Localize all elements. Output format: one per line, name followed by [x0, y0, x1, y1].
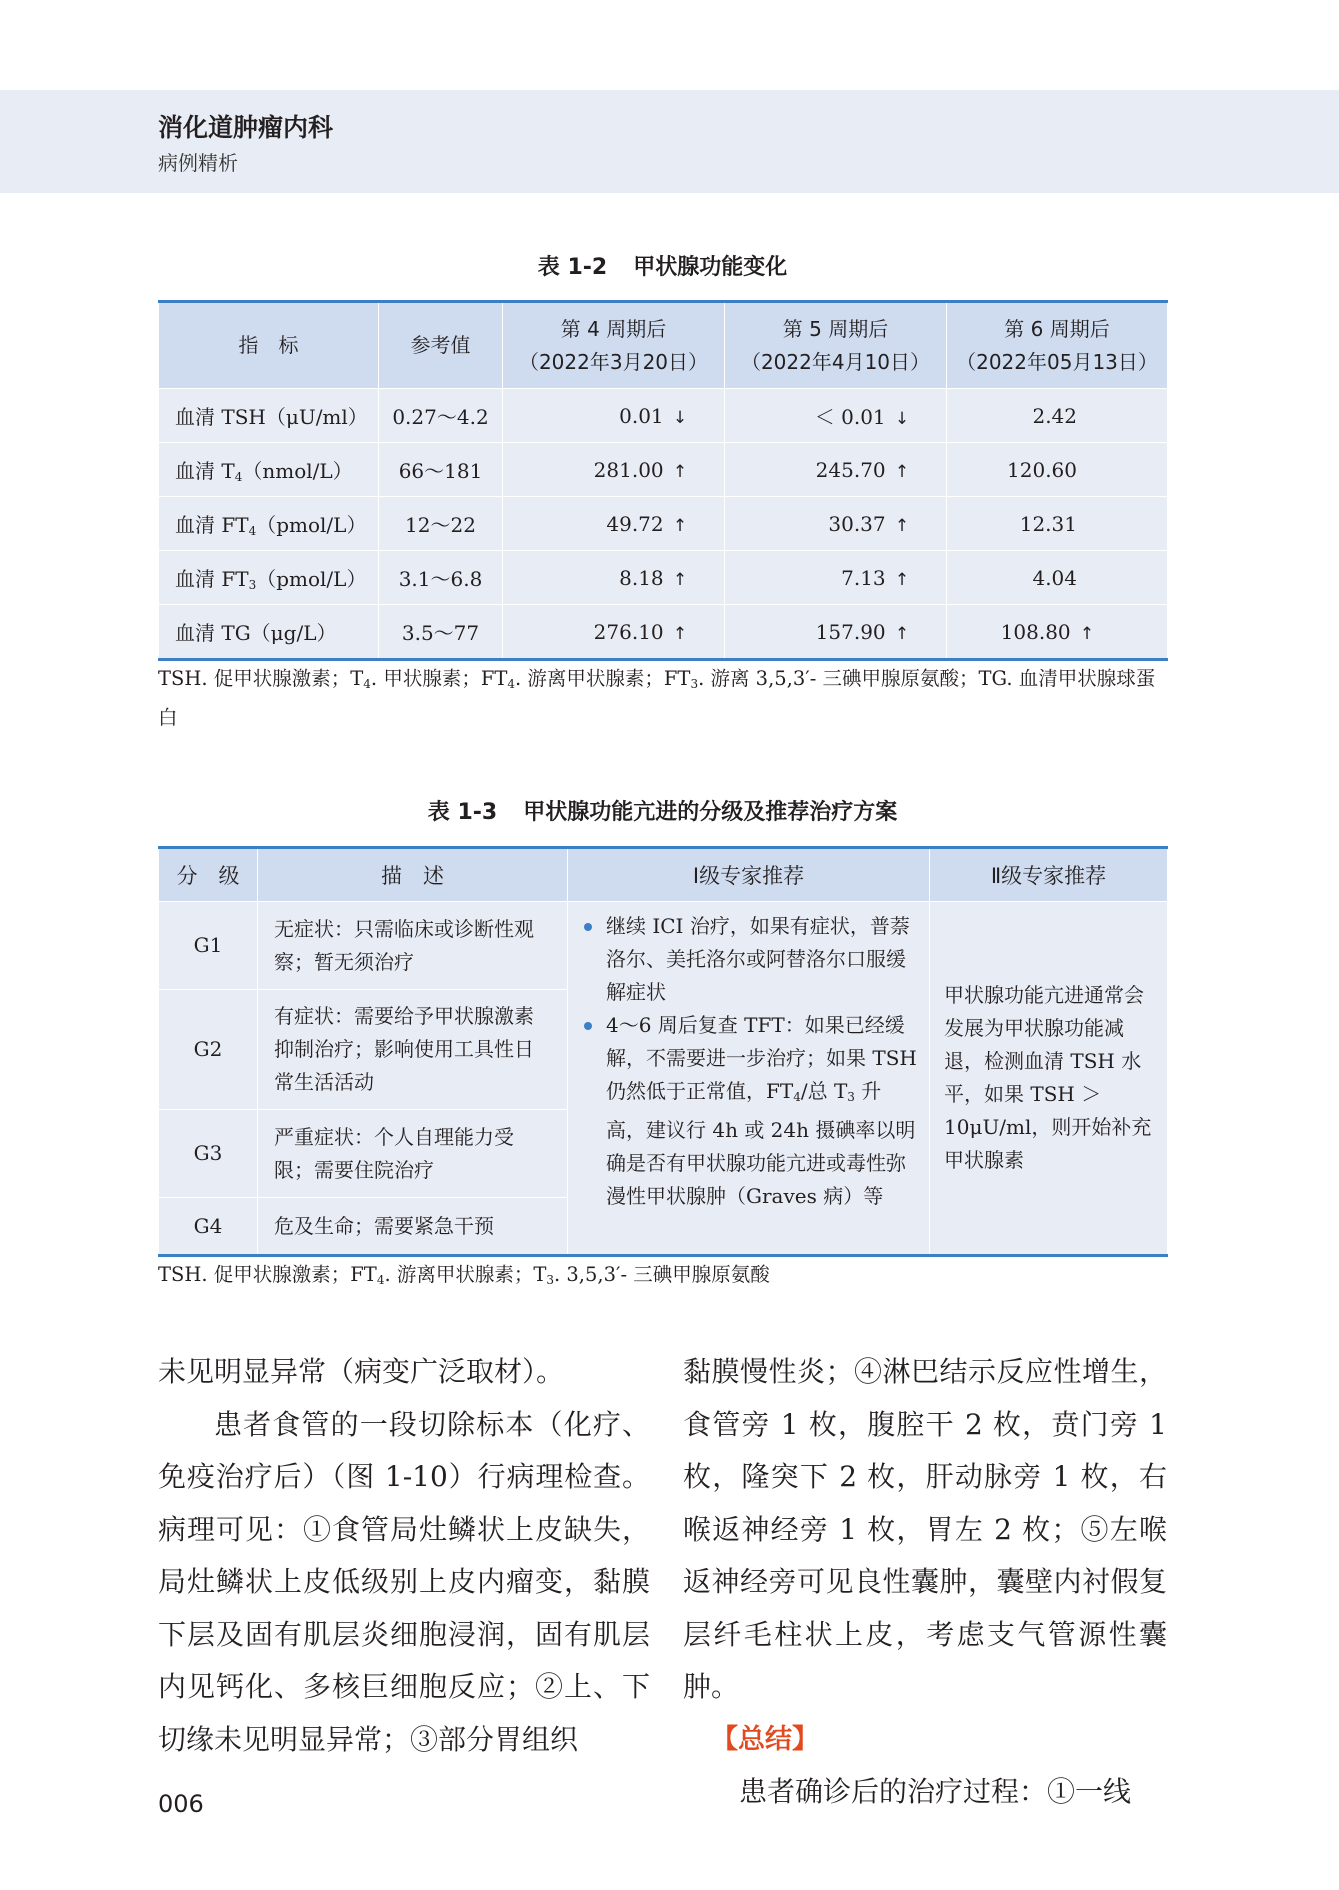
grade-cell: G2: [159, 990, 258, 1110]
arrow-up-icon: ↑: [672, 461, 688, 482]
reference-cell: 3.5～77: [379, 605, 503, 660]
value-cell: 245.70 ↑: [725, 443, 947, 497]
page-number: 006: [158, 1790, 204, 1818]
arrow-up-icon: ↑: [1079, 623, 1095, 644]
arrow-up-icon: ↑: [894, 461, 910, 482]
hyperthyroidism-grading-table: [158, 846, 1168, 1257]
header-indicator: 指 标: [159, 302, 379, 389]
book-subtitle: 病例精析: [158, 151, 238, 175]
header-level-2-recommendation: Ⅱ级专家推荐: [930, 848, 1168, 902]
table-1-2-caption: 表 1-2 甲状腺功能变化: [537, 255, 788, 280]
value-cell: 0.01 ↓: [503, 389, 725, 443]
value-cell: 7.13 ↑: [725, 551, 947, 605]
grade-cell: G1: [159, 902, 258, 990]
arrow-down-icon: ↓: [894, 409, 910, 429]
header-grade: 分 级: [159, 848, 258, 902]
table-row: [159, 551, 1168, 605]
arrow-up-icon: ↑: [672, 569, 688, 590]
header-cycle-4: 第 4 周期后 （2022年3月20日）: [503, 302, 725, 389]
description-cell: 危及生命；需要紧急干预: [258, 1198, 568, 1256]
body-left-column: [158, 1346, 650, 1766]
summary-heading: 【总结】: [711, 1723, 819, 1755]
table-1-2-footnote: TSH. 促甲状腺激素；$T_4$. 甲状腺素；$FT_4$. 游离甲状腺素；$FT_3$. 游离 3,5,3′- 三碘甲腺原氨酸；TG. 血清甲状腺球蛋白: [158, 667, 1156, 729]
level-1-recommendation-cell: [568, 902, 930, 1256]
value-cell: 157.90 ↑: [725, 605, 947, 660]
arrow-up-icon: ↑: [894, 569, 910, 590]
thyroid-function-table: [158, 300, 1168, 661]
value-cell: 276.10 ↑: [503, 605, 725, 660]
body-paragraph: 患者食管的一段切除标本（化疗、免疫治疗后）（图 1-10）行病理检查。病理可见：①食管局灶鳞状上皮缺失，局灶鳞状上皮低级别上皮内瘤变，黏膜下层及固有肌层炎细胞浸润，固有肌层内见钙化、多核巨细胞反应；②上、下切缘未见明显异常；③部分胃组织: [158, 1407, 650, 1756]
value-cell: 8.18 ↑: [503, 551, 725, 605]
description-cell: 无症状：只需临床或诊断性观察；暂无须治疗: [258, 902, 568, 990]
reference-cell: 12～22: [379, 497, 503, 551]
table-header-row: [159, 302, 1168, 389]
table-row: [159, 443, 1168, 497]
grade-cell: G4: [159, 1198, 258, 1256]
arrow-up-icon: ↑: [894, 515, 910, 536]
description-cell: 严重症状：个人自理能力受限；需要住院治疗: [258, 1110, 568, 1198]
body-right-column: [683, 1346, 1167, 1819]
table-row: [159, 902, 1168, 990]
level-2-recommendation-cell: 甲状腺功能亢进通常会发展为甲状腺功能减退，检测血清 TSH 水平，如果 TSH ＞ 10μU/ml，则开始补充甲状腺素: [930, 902, 1168, 1256]
description-cell: 有症状：需要给予甲状腺激素抑制治疗；影响使用工具性日常生活活动: [258, 990, 568, 1110]
indicator-cell: 血清 $FT_3(pmol/L)$: [159, 551, 379, 605]
indicator-cell: 血清 $FT_4(pmol/L)$: [159, 497, 379, 551]
header-level-1-recommendation: Ⅰ级专家推荐: [568, 848, 930, 902]
recommendation-bullet: 4～6 周后复查 TFT：如果已经缓解，不需要进一步治疗；如果 TSH 仍然低于正常值，$FT_4/$总 $T_3$ 升高，建议行 4h 或 24h 摄碘率以明确是否有甲状腺功能亢进或毒性弥漫性甲状腺肿（Graves 病）等: [584, 1009, 917, 1213]
body-paragraph: 黏膜慢性炎；④淋巴结示反应性增生，食管旁 1 枚，腹腔干 2 枚，贲门旁 1 枚，隆突下 2 枚，肝动脉旁 1 枚，右喉返神经旁 1 枚，胃左 2 枚；⑤左喉返神经旁可见良性囊肿，囊壁内衬假复层纤毛柱状上皮，考虑支气管源性囊肿。: [683, 1355, 1167, 1703]
table-row: [159, 605, 1168, 660]
recommendation-bullet: 继续 ICI 治疗，如果有症状，普萘洛尔、美托洛尔或阿替洛尔口服缓解症状: [584, 910, 917, 1009]
value-cell: 120.60: [947, 443, 1168, 497]
value-cell: 49.72 ↑: [503, 497, 725, 551]
arrow-up-icon: ↑: [672, 623, 688, 644]
book-title: 消化道肿瘤内科: [158, 113, 334, 142]
table-row: [159, 389, 1168, 443]
grade-cell: G3: [159, 1110, 258, 1198]
body-paragraph: 患者确诊后的治疗过程：①一线: [739, 1775, 1132, 1808]
header-cycle-5: 第 5 周期后 （2022年4月10日）: [725, 302, 947, 389]
table-row: [159, 497, 1168, 551]
indicator-cell: 血清 TG（μg/L）: [159, 605, 379, 660]
arrow-down-icon: ↓: [672, 407, 688, 428]
indicator-cell: 血清 $T_4(nmol/L)$: [159, 443, 379, 497]
value-cell: ＜ 0.01 ↓: [725, 389, 947, 443]
header-cycle-6: 第 6 周期后 （2022年05月13日）: [947, 302, 1168, 389]
indicator-cell: 血清 TSH（μU/ml）: [159, 389, 379, 443]
reference-cell: 66～181: [379, 443, 503, 497]
value-cell: 2.42: [947, 389, 1168, 443]
header-reference: 参考值: [379, 302, 503, 389]
body-paragraph: 未见明显异常（病变广泛取材）。: [158, 1355, 565, 1388]
arrow-up-icon: ↑: [672, 515, 688, 536]
value-cell: 108.80 ↑: [947, 605, 1168, 660]
reference-cell: 0.27～4.2: [379, 389, 503, 443]
value-cell: 4.04: [947, 551, 1168, 605]
value-cell: 30.37 ↑: [725, 497, 947, 551]
arrow-up-icon: ↑: [894, 623, 910, 644]
reference-cell: 3.1～6.8: [379, 551, 503, 605]
table-1-3-caption: 表 1-3 甲状腺功能亢进的分级及推荐治疗方案: [427, 800, 898, 825]
table-1-3-footnote: TSH. 促甲状腺激素；$FT_4$. 游离甲状腺素；$T_3$. 3,5,3′- 三碘甲腺原氨酸: [158, 1263, 770, 1287]
value-cell: 12.31: [947, 497, 1168, 551]
value-cell: 281.00 ↑: [503, 443, 725, 497]
header-description: 描 述: [258, 848, 568, 902]
table-header-row: [159, 848, 1168, 902]
